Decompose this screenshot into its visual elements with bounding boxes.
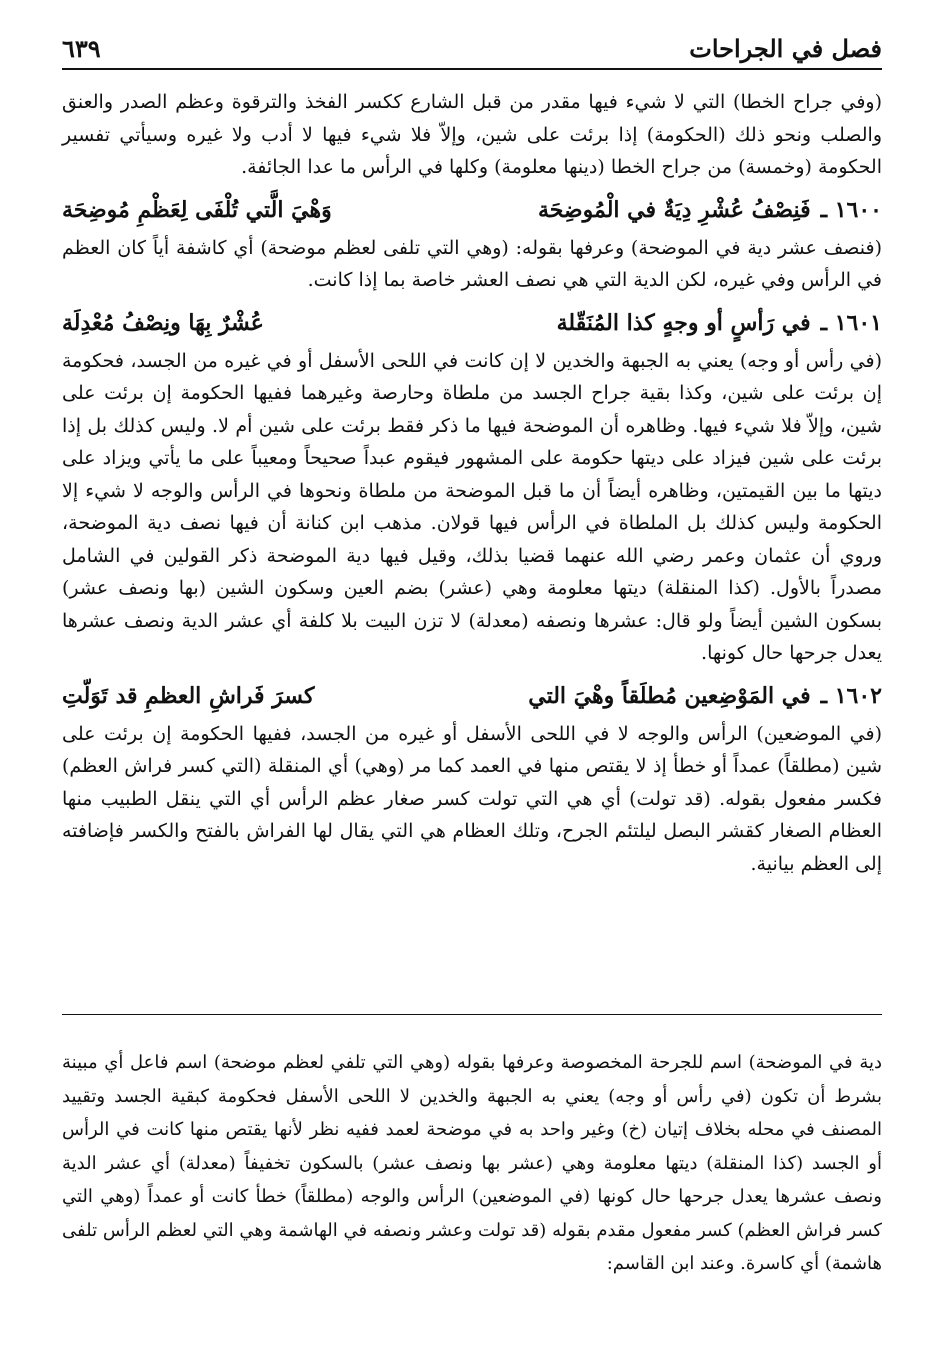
verse-second-hemistich: وَهْيَ الَّتي تُلْفَى لِعَظْمِ مُوضِحَة [62, 196, 332, 223]
commentary-paragraph: (في الموضعين) الرأس والوجه لا في اللحى الأسفل أو غيره من الجسد، ففيها الحكومة إن برئت على شين (مطلقاً) عمداً أو خطأ إذ لا يقتص منها في العمد كما مر (وهي) أي المنقلة (التي كسر فراش العظم) فكسر مفعول بقوله. (قد تولت) أي هي التي تولت كسر صغار عظم الرأس أي التي ينقل الطبيب منها العظام الصغار كقشر البصل ليلتئم الجرح، وتلك العظام هي التي يقال لها الفراش بالفتح والكسر فإضافته إلى العظم بيانية. [62, 722, 882, 875]
page-number: ٦٣٩ [62, 34, 101, 63]
verse-second-hemistich: كسرَ فَراشِ العظمِ قد تَوَلّتِ [62, 682, 315, 709]
footnote-separator [62, 1014, 882, 1015]
verse-number: ١٦٠١ ـ [820, 309, 882, 336]
verse-first-hemistich: في رَأسٍ أو وجهٍ كذا المُنَقّلة [556, 309, 811, 336]
verse-number: ١٦٠٠ ـ [820, 196, 882, 223]
commentary-paragraph: (وفي جراح الخطا) التي لا شيء فيها مقدر من قبل الشارع ككسر الفخذ والترقوة وعظم الصدر والعنق والصلب ونحو ذلك (الحكومة) إذا برئت على شين، وإلاّ فلا شيء فيها لا أدب ولا غيره وسيأتي تفسير الحكومة (وخمسة) من جراح الخطا (دينها معلومة) وكلها في الرأس ما عدا الجائفة. [62, 91, 882, 178]
verse-1601 [62, 309, 882, 337]
verse-1600 [62, 196, 882, 224]
header-rule [62, 68, 882, 70]
page-header [62, 30, 882, 70]
verse-second-hemistich: عُشْرٌ بِهَا ونِصْفُ مُعْدِلَة [62, 309, 264, 336]
verse-1602 [62, 682, 882, 710]
main-text [62, 86, 882, 880]
verse-number: ١٦٠٢ ـ [820, 682, 882, 709]
commentary-paragraph: (فنصف عشر دية في الموضحة) وعرفها بقوله: (وهي التي تلفى لعظم موضحة) أي كاشفة أياً كان العظم في الرأس وفي غيره، لكن الدية التي هي نصف العشر خاصة بما إذا كانت. [62, 236, 882, 291]
verse-first-hemistich: فَنِصْفُ عُشْرِ دِيَةٌ في الْمُوضِحَة [537, 196, 811, 223]
commentary-paragraph: (في رأس أو وجه) يعني به الجبهة والخدين لا إن كانت في اللحى الأسفل أو في غيره من الجسد، فحكومة إن برئت على شين، وكذا بقية جراح الجسد من ملطاة وحارصة وغيرهما ففيها الحكومة إن برئت على شين، وإلاّ فلا شيء فيها. وظاهره أن الموضحة فيها ما ذكر فقط برئت على شين أم لا. وليس كذلك بل إذا برئت على شين فيزاد على ديتها حكومة على المشهور فيقوم عبداً صحيحاً ومعيباً على ما يأتي ويزاد على ديتها ما بين القيمتين، وظاهره أيضاً أن ما قبل الموضحة من ملطاة ونحوها في الرأس والوجه لا شيء إلا الحكومة وليس كذلك بل الملطاة في الرأس فيها قولان. مذهب ابن كنانة أن فيها نصف دية الموضحة، وروي أن عثمان وعمر رضي الله عنهما قضيا بذلك، وقيل فيها دية الموضحة ذكر القولين في الشامل مصدراً بالأول. (كذا المنقلة) ديتها معلومة وهي (عشر) بضم العين وسكون الشين (بها ونصف عشر) بسكون الشين أيضاً ولو قال: عشرها ونصفه (معدلة) لا تزن البيت بلا كلفة أي عشر الدية ونصف عشرها يعدل جرحها حال كونها. [62, 349, 882, 664]
verse-first-hemistich: في المَوْضِعين مُطلَقاً وهْيَ التي [528, 682, 811, 709]
chapter-title: فصل في الجراحات [689, 34, 882, 63]
footnote-section [62, 1046, 882, 1281]
footnote-text: دية في الموضحة) اسم للجرحة المخصوصة وعرفها بقوله (وهي التي تلفي لعظم موضحة) اسم فاعل أي مبينة بشرط أن تكون (في رأس أو وجه) يعني به الجبهة والخدين لا اللحى الأسفل فحكومة كبقية الجسد وتقييد المصنف في محله بخلاف إتيان (خ) وغير واحد به في موضحة لعمد ففيه نظر لأنها يقتص منها كانت في الرأس أو الجسد (كذا المنقلة) ديتها معلومة وهي (عشر بها ونصف عشر) بالسكون تخفيفاً (معدلة) أي عشر الدية ونصف عشرها يعدل جرحها حال كونها (في الموضعين) الرأس والوجه (مطلقاً) خطأ كانت أو عمداً (وهي التي كسر فراش العظم) كسر مفعول مقدم بقوله (قد تولت وعشر ونصفه في الهاشمة وهي التي لعظم الرأس تلفى هاشمة) أي كاسرة. وعند ابن القاسم: [62, 1052, 882, 1274]
